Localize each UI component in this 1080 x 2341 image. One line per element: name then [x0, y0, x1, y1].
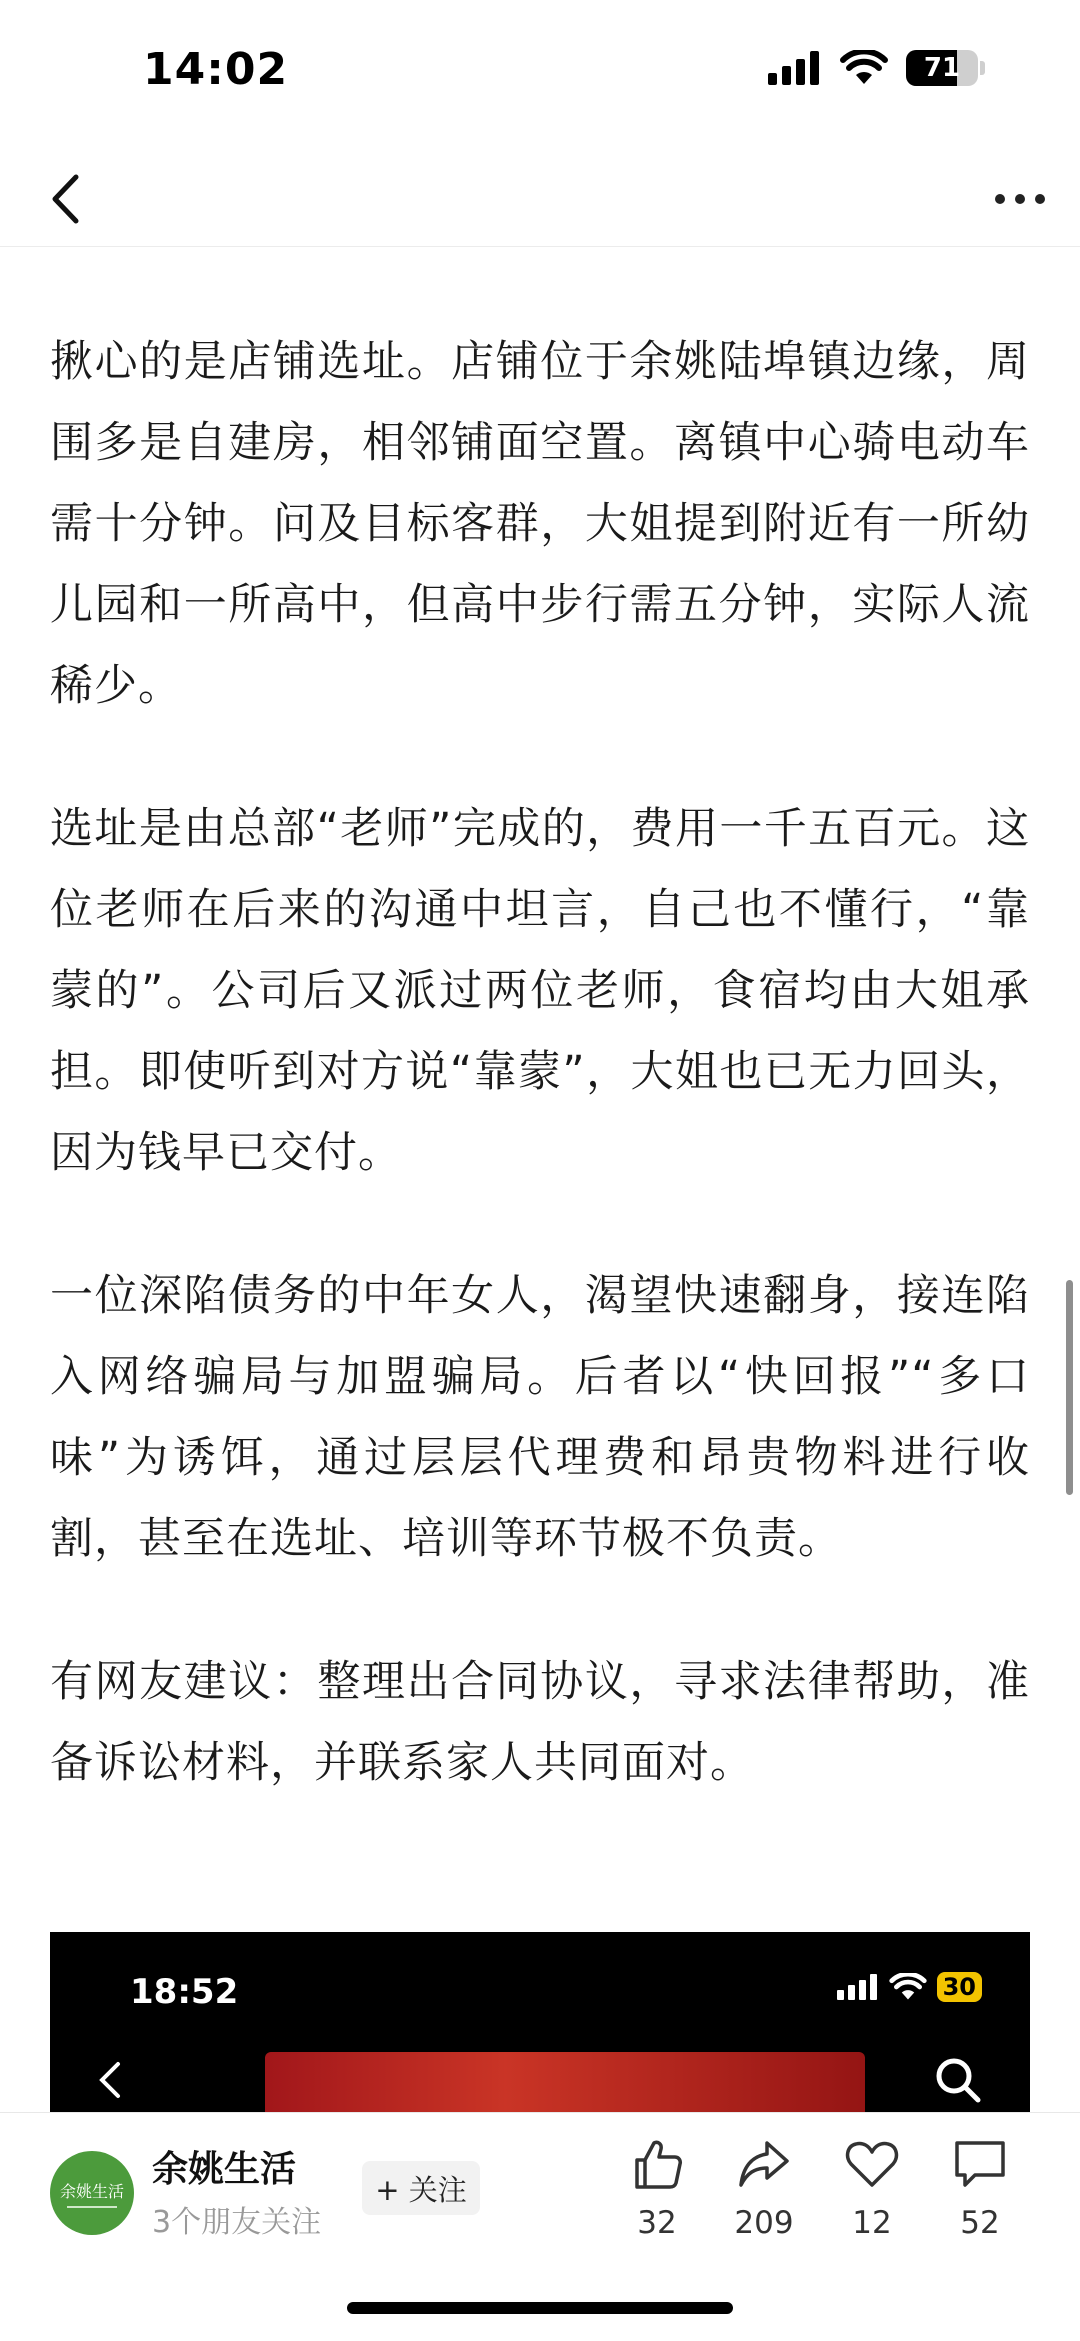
embedded-red-title-text [265, 2052, 865, 2112]
status-icons [768, 50, 985, 86]
favorite-button[interactable] [812, 2135, 932, 2241]
chevron-left-icon [90, 2060, 130, 2100]
like-button[interactable] [597, 2135, 717, 2241]
favorite-count: 12 [852, 2205, 892, 2241]
ellipsis-icon [994, 193, 1046, 205]
article-body [50, 322, 1030, 1866]
back-button[interactable] [30, 164, 100, 234]
embedded-screenshot-image[interactable] [50, 1932, 1030, 2112]
wifi-icon [840, 50, 888, 86]
heart-icon [843, 2135, 901, 2193]
wifi-icon [889, 1973, 927, 2001]
signal-icon [837, 1974, 879, 2000]
battery-icon [906, 50, 978, 86]
comment-count: 52 [960, 2205, 1000, 2241]
search-icon [932, 2054, 982, 2104]
follow-button[interactable]: + 关注 [362, 2161, 480, 2215]
article-paragraph: 一位深陷债务的中年女人，渴望快速翻身，接连陷入网络骗局与加盟骗局。后者以“快回报”“多口味”为诱饵，通过层层代理费和昂贵物料进行收割，甚至在选址、培训等环节极不负责。 [50, 1271, 1030, 1564]
battery-percent: 71 [923, 53, 961, 83]
top-nav-bar [0, 150, 1080, 247]
scrollbar[interactable] [1066, 1280, 1073, 1495]
signal-icon [768, 51, 822, 85]
chevron-left-icon [50, 173, 80, 225]
comment-button[interactable] [920, 2135, 1040, 2241]
share-button[interactable] [704, 2135, 824, 2241]
article-paragraph: 揪心的是店铺选址。店铺位于余姚陆埠镇边缘，周围多是自建房，相邻铺面空置。离镇中心骑电动车需十分钟。问及目标客群，大姐提到附近有一所幼儿园和一所高中，但高中步行需五分钟，实际人流稀少。 [50, 337, 1030, 711]
account-name[interactable]: 余姚生活 [152, 2149, 297, 2190]
home-indicator[interactable] [347, 2302, 733, 2314]
friends-following-text: 3个朋友关注 [152, 2205, 322, 2240]
like-count: 32 [637, 2205, 677, 2241]
avatar-underline [67, 2206, 117, 2208]
embedded-time: 18:52 [130, 1972, 239, 2012]
status-time: 14:02 [143, 44, 289, 95]
article-paragraph: 选址是由总部“老师”完成的，费用一千五百元。这位老师在后来的沟通中坦言，自己也不懂行，“靠蒙的”。公司后又派过两位老师，食宿均由大姐承担。即使听到对方说“靠蒙”，大姐也已无力回头，因为钱早已交付。 [50, 804, 1030, 1178]
avatar-text: 余姚生活 [59, 2181, 124, 2201]
account-avatar[interactable] [50, 2151, 134, 2235]
embedded-battery: 30 [937, 1972, 982, 2002]
status-bar [0, 0, 1080, 150]
comment-icon [951, 2135, 1009, 2193]
embedded-status-icons [837, 1972, 982, 2002]
battery-cap [980, 61, 985, 75]
more-options-button[interactable] [980, 164, 1060, 234]
share-count: 209 [734, 2205, 794, 2241]
article-paragraph: 有网友建议：整理出合同协议，寻求法律帮助，准备诉讼材料，并联系家人共同面对。 [50, 1657, 1030, 1788]
thumbs-up-icon [628, 2135, 686, 2193]
share-icon [735, 2135, 793, 2193]
